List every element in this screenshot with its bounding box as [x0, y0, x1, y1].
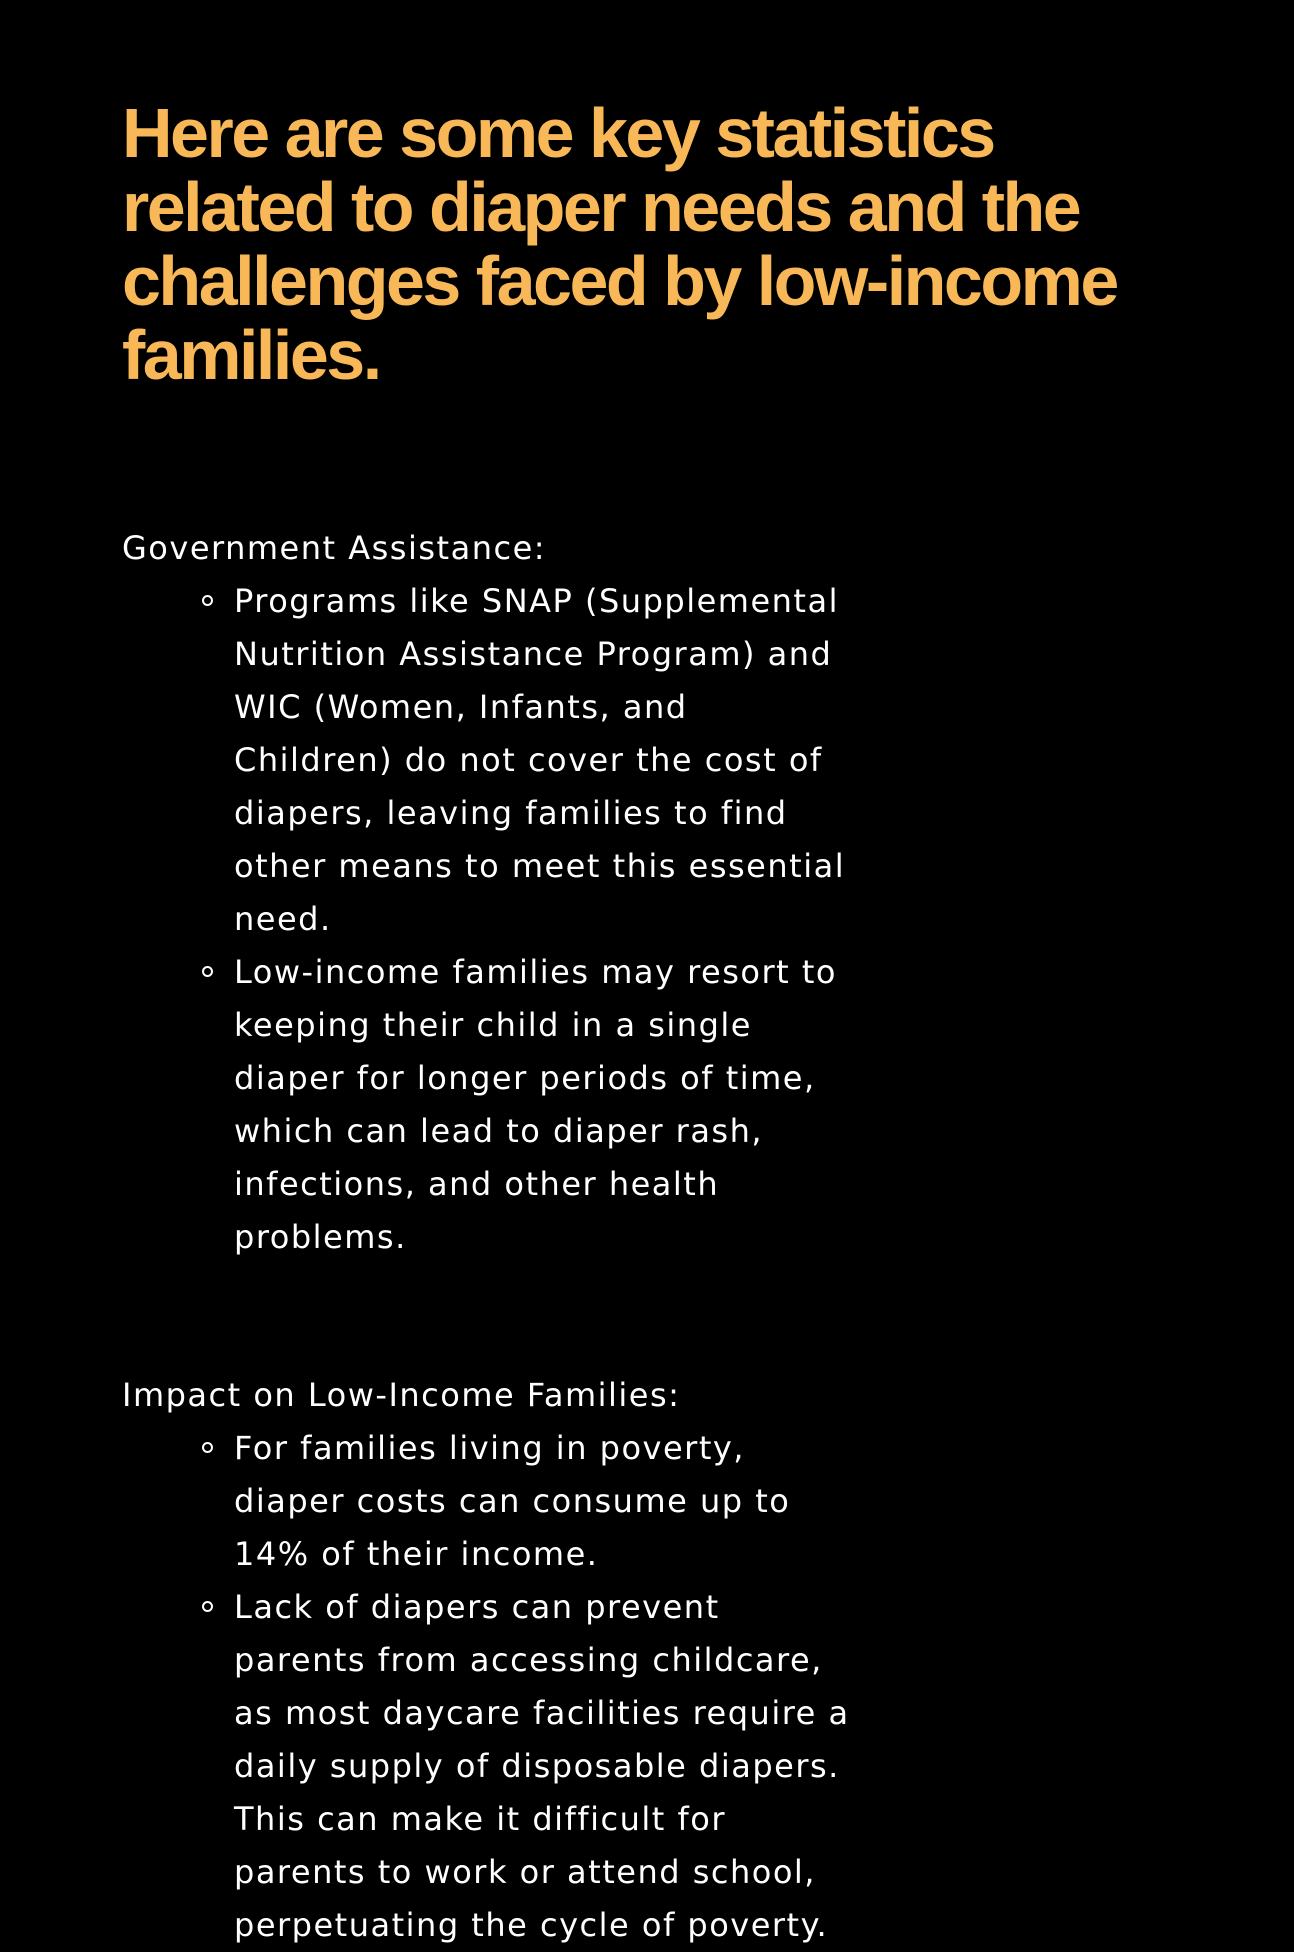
list-item	[122, 1581, 854, 1952]
section-heading: Impact on Low-Income Families:	[122, 1376, 681, 1414]
section-government-assistance	[122, 522, 1182, 1264]
hollow-circle-bullet-icon	[202, 1601, 213, 1612]
section-impact-low-income	[122, 1369, 1182, 1952]
document-page	[122, 96, 1182, 1952]
list-item	[122, 575, 854, 946]
hollow-circle-bullet-icon	[202, 595, 213, 606]
hollow-circle-bullet-icon	[202, 966, 213, 977]
list-item	[122, 946, 854, 1264]
list-item-text: Low-income families may resort to keeping their child in a single diaper for longer periods of time, which can lead to diaper rash, infections, and other health problems.	[234, 953, 837, 1256]
list-item-text: For families living in poverty, diaper costs can consume up to 14% of their income.	[234, 1429, 791, 1573]
hollow-circle-bullet-icon	[202, 1442, 213, 1453]
section-heading: Government Assistance:	[122, 529, 547, 567]
list-item-text: Lack of diapers can prevent parents from accessing childcare, as most daycare facilities require a daily supply of disposable diapers. This can make it difficult for parents to work or attend school, perpetuating the cycle of poverty.	[234, 1588, 850, 1944]
list-item-text: Programs like SNAP (Supplemental Nutrition Assistance Program) and WIC (Women, Infants, and Children) do not cover the cost of diapers, leaving families to find other means to meet this essential need.	[234, 582, 846, 938]
bullet-list	[122, 1422, 1182, 1952]
list-item	[122, 1422, 854, 1581]
page-title: Here are some key statistics related to diaper needs and the challenges faced by low-income families.	[122, 94, 1117, 394]
bullet-list	[122, 575, 1182, 1264]
